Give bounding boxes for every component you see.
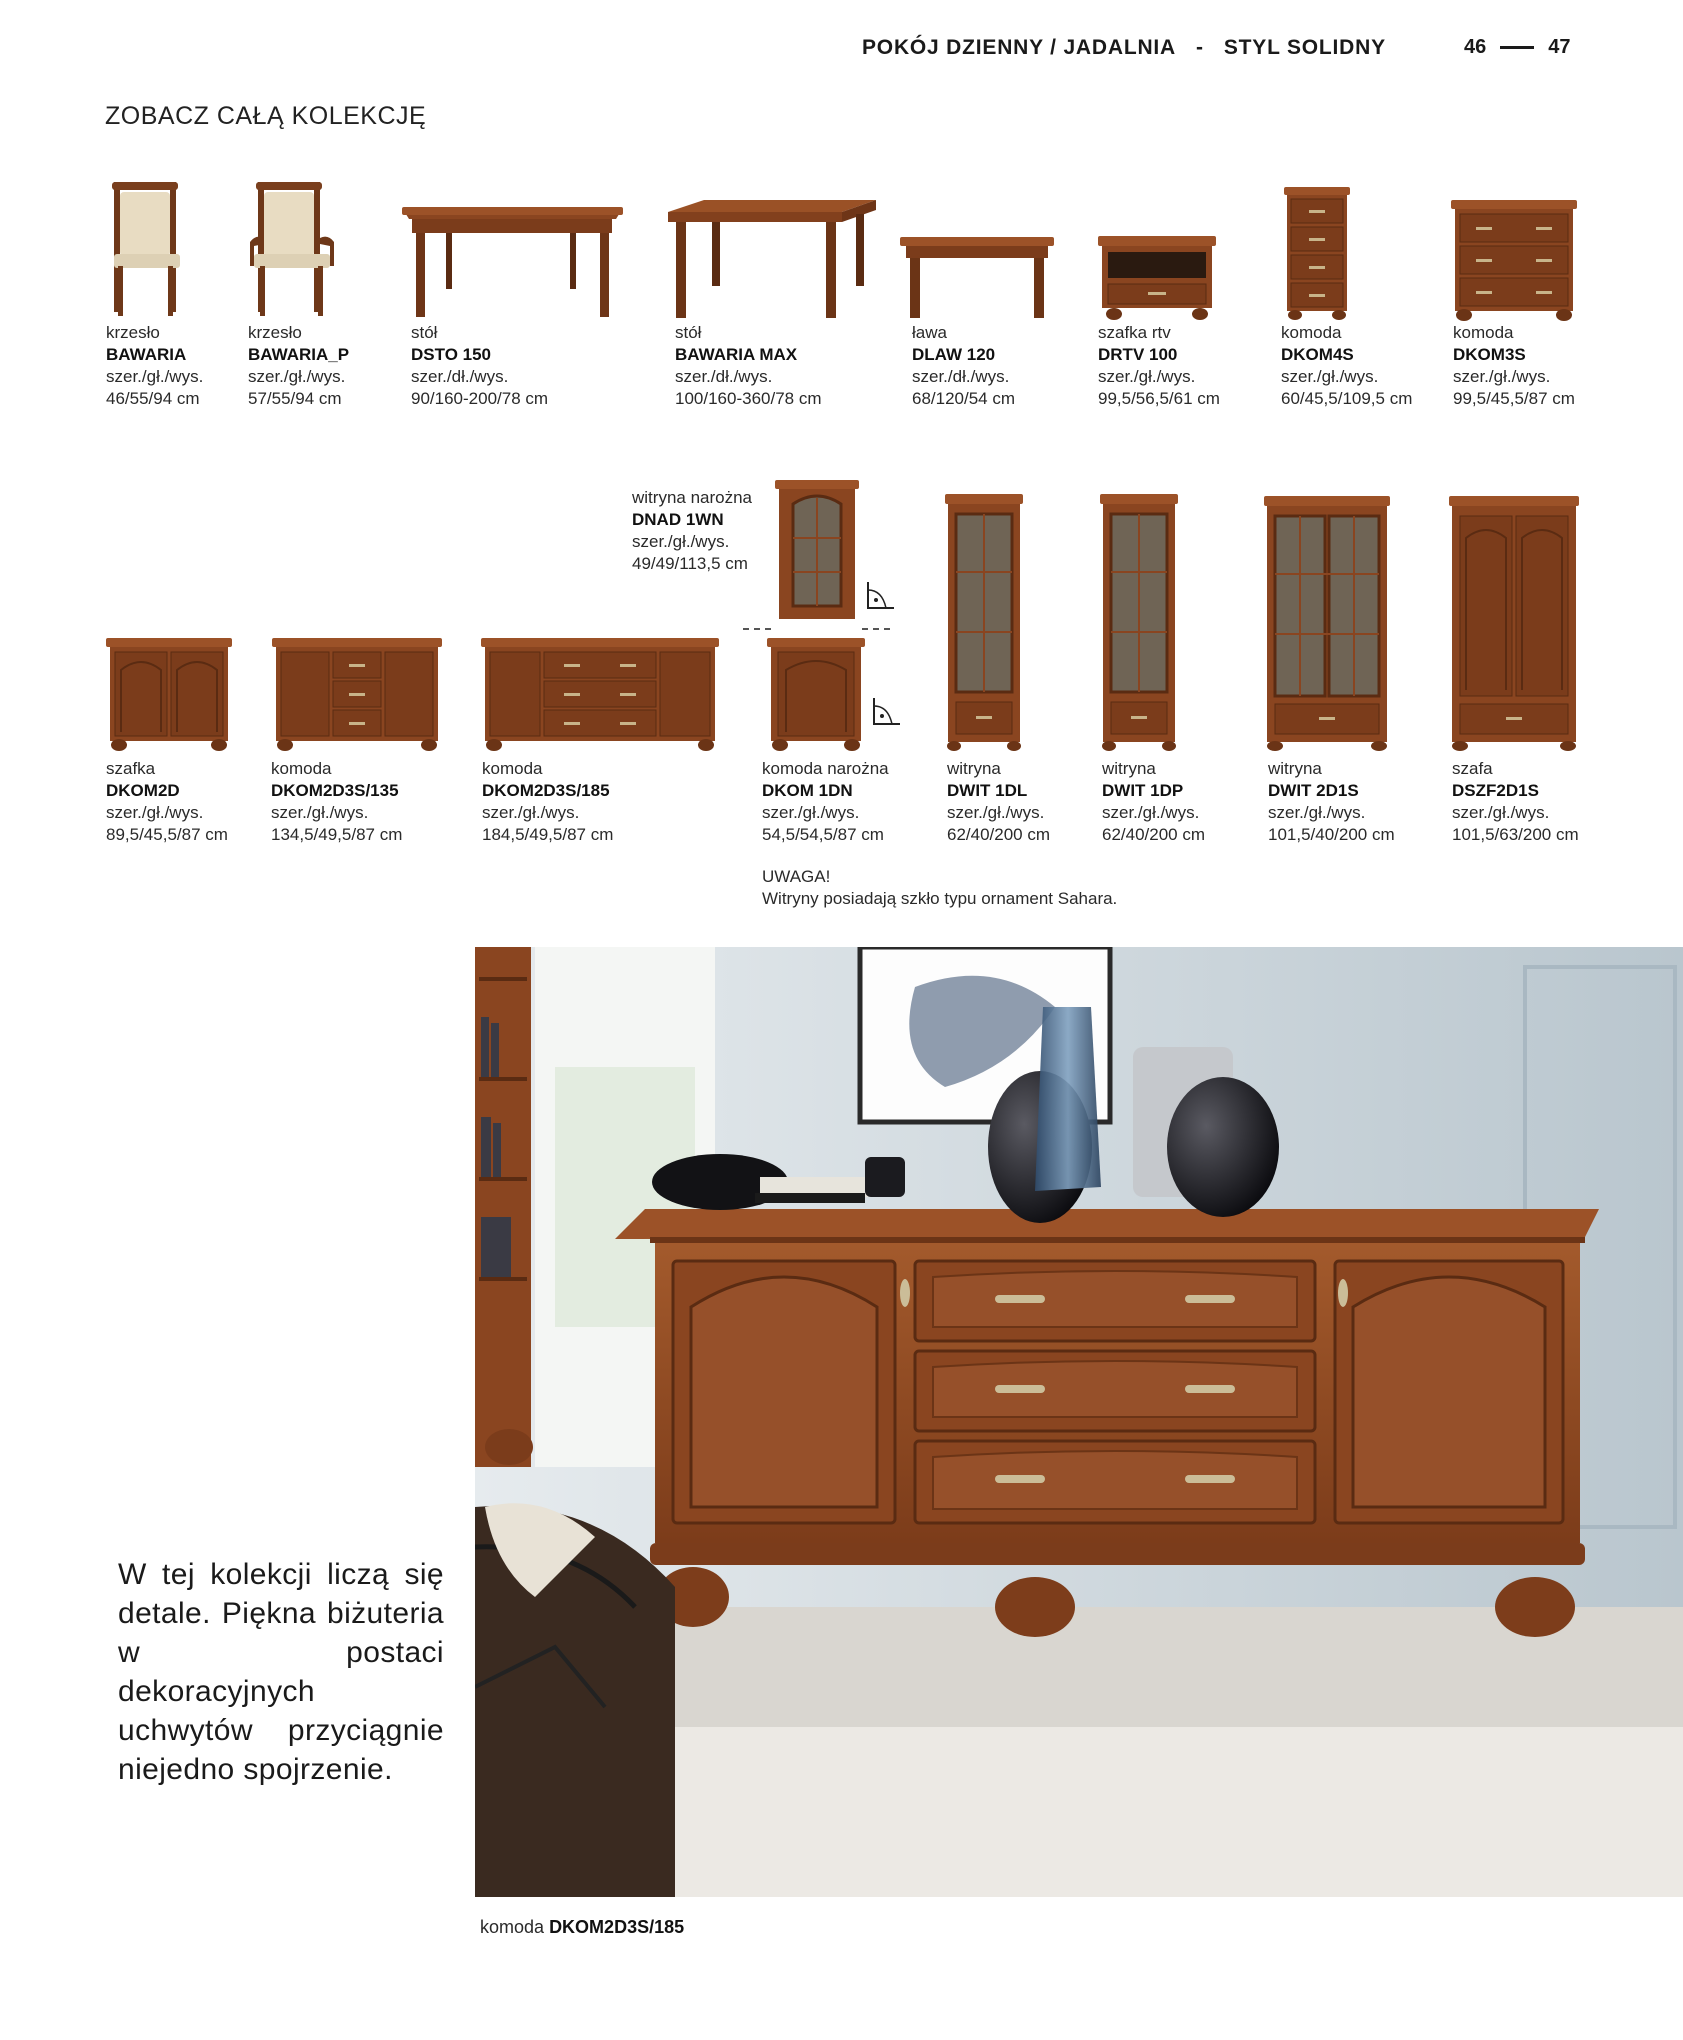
product-type: komoda (482, 759, 543, 778)
product-type: szafa (1452, 759, 1493, 778)
product-dkom2d3s185[interactable] (482, 758, 613, 846)
coffee-table-dlaw120-image (898, 235, 1056, 320)
see-collection-link[interactable]: ZOBACZ CAŁĄ KOLEKCJĘ (105, 102, 427, 130)
corner-display-dnad1wn-image (773, 478, 861, 623)
product-dims-label: szer./gł./wys. (1098, 367, 1196, 386)
product-dkom1dn[interactable] (762, 758, 889, 846)
product-type: komoda narożna (762, 759, 889, 778)
product-type: witryna (1268, 759, 1322, 778)
product-dims-label: szer./gł./wys. (248, 367, 346, 386)
wardrobe-dszf2d1s-image (1448, 494, 1580, 752)
product-dims: 57/55/94 cm (248, 389, 342, 408)
product-name: DSZF2D1S (1452, 781, 1539, 800)
product-dims-label: szer./gł./wys. (632, 532, 730, 551)
product-name: DKOM4S (1281, 345, 1354, 364)
product-dnad1wn[interactable] (632, 487, 752, 575)
product-dims: 46/55/94 cm (106, 389, 200, 408)
product-dkom3s[interactable] (1453, 322, 1575, 410)
chair-bawaria-p-image (248, 180, 338, 320)
display-dwit1dl-image (944, 492, 1024, 752)
page-number-dash (1500, 46, 1534, 49)
header-separator: - (1196, 36, 1204, 59)
product-type: witryna (1102, 759, 1156, 778)
product-dims-label: szer./gł./wys. (762, 803, 860, 822)
product-name: DWIT 1DL (947, 781, 1028, 800)
product-bawaria-max[interactable] (675, 322, 822, 410)
dashed-divider-right (862, 628, 890, 630)
product-dims-label: szer./gł./wys. (271, 803, 369, 822)
product-dims: 184,5/49,5/87 cm (482, 825, 614, 844)
product-dims: 99,5/56,5/61 cm (1098, 389, 1220, 408)
product-type: stół (675, 323, 702, 342)
table-dsto150-image (400, 205, 625, 320)
collection-quote: W tej kolekcji liczą się detale. Piękna biżuteria w postaci dekoracyjnych uchwytów przyciągnie niejedno spojrzenie. (118, 1558, 444, 1786)
product-name: DSTO 150 (411, 345, 492, 364)
caption-type: komoda (480, 1917, 545, 1937)
product-bawaria-p[interactable] (248, 322, 349, 410)
product-type: witryna narożna (632, 488, 753, 507)
product-type: ława (912, 323, 947, 342)
product-dims: 89,5/45,5/87 cm (106, 825, 228, 844)
corner-angle-icon (864, 580, 896, 612)
product-dims: 134,5/49,5/87 cm (271, 825, 403, 844)
chair-bawaria-image (108, 180, 188, 320)
product-dims: 100/160-360/78 cm (675, 389, 822, 408)
product-name: DWIT 1DP (1102, 781, 1184, 800)
page-numbers (1464, 36, 1571, 59)
product-name: BAWARIA MAX (675, 345, 798, 364)
product-name: DKOM2D3S/185 (482, 781, 610, 800)
note-text: Witryny posiadają szkło typu ornament Sahara. (762, 889, 1118, 908)
chest-dkom4s-image (1283, 185, 1351, 322)
product-name: DKOM 1DN (762, 781, 853, 800)
note-title: UWAGA! (762, 867, 831, 886)
product-dims: 62/40/200 cm (947, 825, 1051, 844)
chest-dkom2d3s135-image (271, 636, 443, 752)
page-header (862, 36, 1386, 60)
page-number-right: 47 (1548, 36, 1571, 58)
cabinet-dkom2d-image (105, 636, 233, 752)
product-type: stół (411, 323, 438, 342)
product-dims-label: szer./gł./wys. (947, 803, 1045, 822)
product-dims-label: szer./gł./wys. (1268, 803, 1366, 822)
product-dims-label: szer./dł./wys. (675, 367, 773, 386)
product-type: szafka rtv (1098, 323, 1171, 342)
room-photo (475, 947, 1683, 1897)
product-dims: 68/120/54 cm (912, 389, 1016, 408)
product-name: DRTV 100 (1098, 345, 1178, 364)
product-type: witryna (947, 759, 1001, 778)
product-type: krzesło (248, 323, 302, 342)
tv-cabinet-drtv100-image (1096, 234, 1218, 322)
product-dkom2d[interactable] (106, 758, 228, 846)
collection-title: STYL SOLIDNY (1223, 36, 1386, 59)
product-dims-label: szer./gł./wys. (1453, 367, 1551, 386)
product-dwit1dp[interactable] (1102, 758, 1205, 846)
corner-chest-dkom1dn-image (766, 636, 866, 752)
dashed-divider-left (743, 628, 771, 630)
product-dims-label: szer./dł./wys. (912, 367, 1010, 386)
chest-dkom2d3s185-image (480, 636, 720, 752)
product-dims-label: szer./gł./wys. (1452, 803, 1550, 822)
corner-angle-icon-2 (870, 696, 902, 728)
product-dwit2d1s[interactable] (1268, 758, 1395, 846)
product-dsto150[interactable] (411, 322, 548, 410)
product-dwit1dl[interactable] (947, 758, 1050, 846)
product-name: DKOM2D (106, 781, 180, 800)
product-dims: 60/45,5/109,5 cm (1281, 389, 1413, 408)
product-name: DLAW 120 (912, 345, 996, 364)
product-name: DKOM2D3S/135 (271, 781, 399, 800)
photo-caption (480, 1917, 684, 1938)
chest-dkom3s-image (1450, 198, 1578, 322)
product-type: szafka (106, 759, 156, 778)
sideboard-scene-illustration (475, 947, 1683, 1897)
table-bawaria-max-image (666, 198, 878, 323)
product-dims: 54,5/54,5/87 cm (762, 825, 884, 844)
product-dims: 99,5/45,5/87 cm (1453, 389, 1575, 408)
page-number-left: 46 (1464, 36, 1487, 58)
product-drtv100[interactable] (1098, 322, 1220, 410)
product-dims-label: szer./gł./wys. (106, 803, 204, 822)
product-dkom2d3s135[interactable] (271, 758, 402, 846)
product-type: krzesło (106, 323, 160, 342)
product-dims-label: szer./gł./wys. (1102, 803, 1200, 822)
product-dkom4s[interactable] (1281, 322, 1412, 410)
caption-name: DKOM2D3S/185 (549, 1917, 685, 1937)
product-dims: 101,5/40/200 cm (1268, 825, 1395, 844)
product-name: DNAD 1WN (632, 510, 724, 529)
display-dwit2d1s-image (1263, 494, 1391, 752)
product-dims: 49/49/113,5 cm (632, 554, 748, 573)
product-dims-label: szer./gł./wys. (106, 367, 204, 386)
product-name: BAWARIA_P (248, 345, 350, 364)
product-dims-label: szer./gł./wys. (1281, 367, 1379, 386)
product-dims-label: szer./dł./wys. (411, 367, 509, 386)
glass-note (762, 866, 1117, 910)
product-dims-label: szer./gł./wys. (482, 803, 580, 822)
product-dims: 101,5/63/200 cm (1452, 825, 1579, 844)
product-dszf2d1s[interactable] (1452, 758, 1579, 846)
product-name: DWIT 2D1S (1268, 781, 1359, 800)
display-dwit1dp-image (1099, 492, 1179, 752)
product-type: komoda (271, 759, 332, 778)
product-dims: 90/160-200/78 cm (411, 389, 549, 408)
product-dlaw120[interactable] (912, 322, 1015, 410)
product-type: komoda (1281, 323, 1342, 342)
section-title: POKÓJ DZIENNY / JADALNIA (862, 36, 1177, 59)
product-name: DKOM3S (1453, 345, 1526, 364)
product-type: komoda (1453, 323, 1514, 342)
product-dims: 62/40/200 cm (1102, 825, 1206, 844)
product-name: BAWARIA (106, 345, 187, 364)
product-bawaria[interactable] (106, 322, 203, 410)
